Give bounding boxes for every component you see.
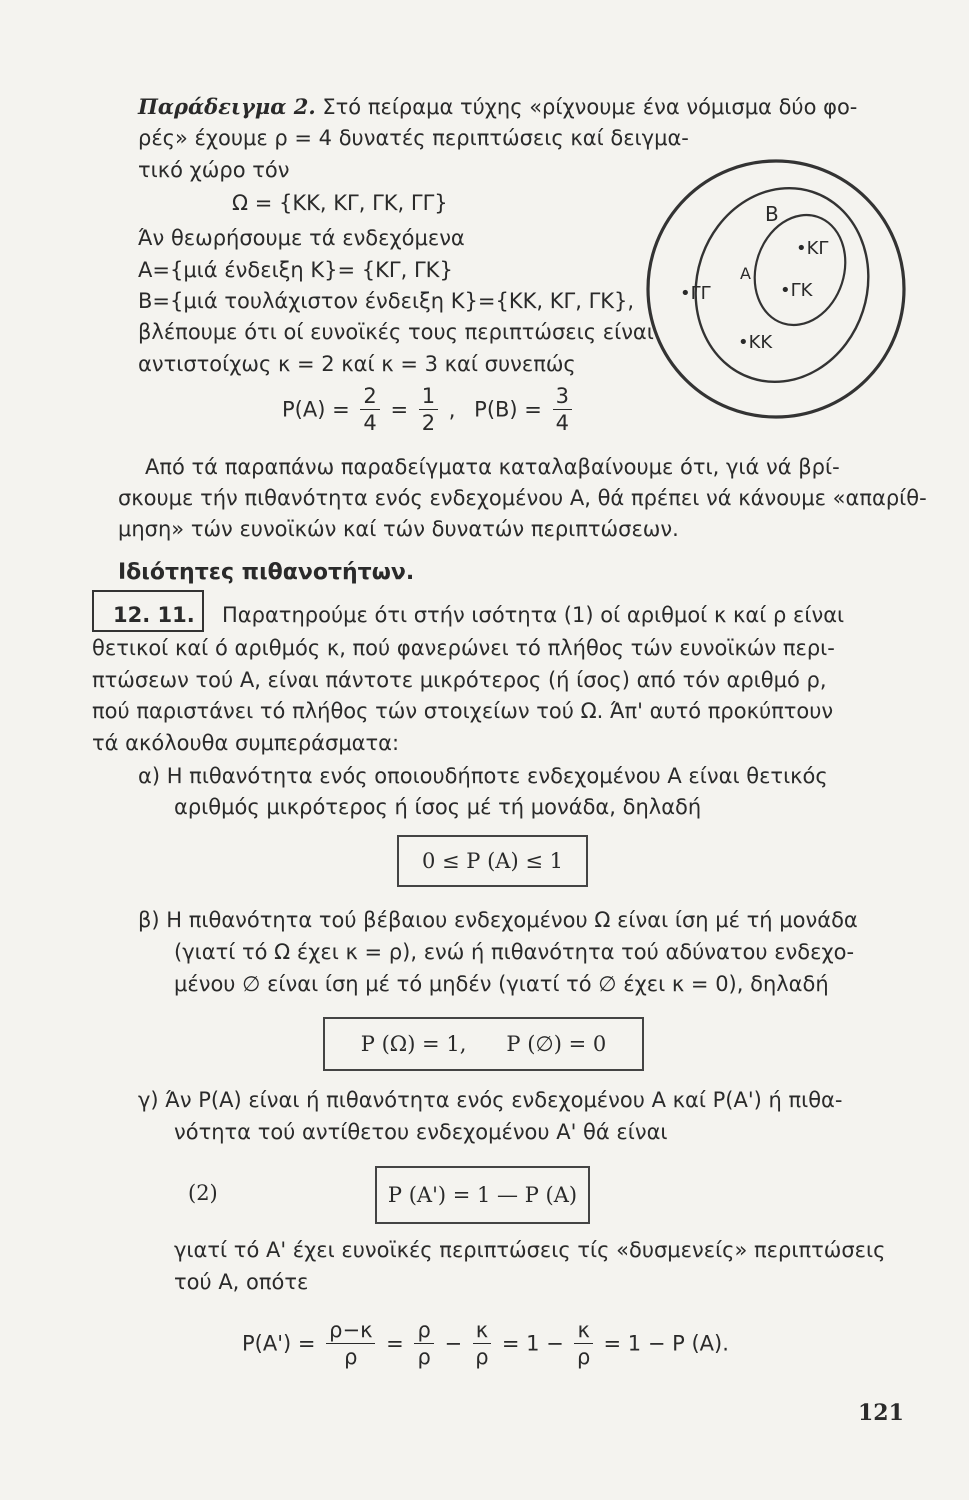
derivation-fraction-1-den: ρ [344,1345,358,1370]
venn-element-kk: •ΚΚ [738,332,773,353]
para-line-2: θετικοί καί ό αριθμός κ, πού φανερώνει τό πλήθος τών ευνοϊκών περι- [92,636,835,660]
derivation-fraction-3 [473,1318,491,1369]
set-a-definition: A={μιά ένδειξη Κ}= {ΚΓ, ΓΚ} [138,258,453,282]
complement-derivation [242,1318,729,1369]
derivation-fraction-4 [574,1318,592,1369]
pa-label: P(A) = [282,397,350,422]
item-b-line-1: β) Η πιθανότητα τού βέβαιου ενδεχομένου Ω είναι ίση μέ τή μονάδα [138,908,858,932]
pb-label: P(B) = [474,397,542,422]
item-b-line-3: μένου ∅ είναι ίση μέ τό μηδέν (γιατί τό ∅ έχει κ = 0), δηλαδή [174,972,829,996]
item-a-line-2: αριθμός μικρότερος ή ίσος μέ τή μονάδα, δηλαδή [174,795,702,819]
venn-ellipse-a [741,203,859,337]
derivation-fraction-3-den: ρ [475,1345,489,1370]
derivation-rhs: = 1 − P (A). [603,1331,729,1356]
example-line-6: αντιστοίχως κ = 2 καί κ = 3 καί συνεπώς [138,352,576,376]
item-c-line-3: γιατί τό Α' έχει ευνοϊκές περιπτώσεις τίς «δυσμενείς» περιπτώσεις [174,1238,886,1262]
paragraph-number: 12. 11. [113,603,195,627]
example-line-4: Άν θεωρήσουμε τά ενδεχόμενα [138,226,465,250]
example-line-3: τικό χώρο τόν [138,158,290,182]
example-line-5: βλέπουμε ότι οί ευνοϊκές τους περιπτώσεις είναι [138,320,654,344]
formula-comma: , [448,397,456,422]
pa-equals: = [390,397,409,422]
para-line-1: Παρατηρούμε ότι στήν ισότητα (1) οί αριθμοί κ καί ρ είναι [222,603,845,627]
venn-element-gg: •ΓΓ [680,283,711,304]
pa-fraction-2-num: 1 [419,384,438,410]
pa-fraction-1-num: 2 [360,384,379,410]
derivation-fraction-2 [414,1318,433,1369]
example-line-1-text: Στό πείραμα τύχης «ρίχνουμε ένα νόμισμα δύο φο- [322,95,858,119]
section-title: Ιδιότητες πιθανοτήτων. [118,560,415,585]
venn-element-kg: •ΚΓ [796,238,829,259]
complement-box [375,1166,590,1224]
item-c-line-1: γ) Άν P(A) είναι ή πιθανότητα ενός ενδεχομένου Α καί P(A') ή πιθα- [138,1088,843,1112]
page-number: 121 [858,1400,904,1426]
derivation-lhs: P(A') = [242,1331,316,1356]
conclusion-line-3: μηση» τών ευνοϊκών καί τών δυνατών περιπτώσεων. [118,517,679,541]
derivation-minus: − [444,1331,463,1356]
para-line-3: πτώσεων τού Α, είναι πάντοτε μικρότερος (ή ίσος) από τόν αριθμό ρ, [92,668,827,692]
derivation-fraction-2-num: ρ [414,1318,433,1344]
example-heading: Παράδειγμα 2. [138,94,316,119]
pa-fraction-2-den: 2 [421,411,436,436]
inequality-formula: 0 ≤ P (A) ≤ 1 [422,849,563,873]
derivation-equals-2: = 1 − [501,1331,564,1356]
inequality-box [397,835,588,887]
derivation-fraction-3-num: κ [473,1318,491,1344]
venn-label-a: A [740,264,751,283]
derivation-fraction-4-num: κ [574,1318,592,1344]
pa-fraction-1-den: 4 [363,411,377,436]
item-a-line-1: α) Η πιθανότητα ενός οποιουδήποτε ενδεχομένου Α είναι θετικός [138,764,828,788]
derivation-fraction-1 [326,1318,375,1369]
sample-space-omega: Ω = {ΚΚ, ΚΓ, ΓΚ, ΓΓ} [232,191,448,215]
derivation-equals-1: = [386,1331,404,1356]
venn-element-gk: •ΓΚ [780,280,813,301]
example-line-2: ρές» έχουμε ρ = 4 δυνατές περιπτώσεις καί δειγμα- [138,126,689,150]
complement-formula: P (A') = 1 — P (A) [387,1183,578,1207]
set-b-definition: B={μιά τουλάχιστον ένδειξη Κ}={ΚΚ, ΚΓ, ΓΚ}, [138,289,635,313]
pb-fraction-den: 4 [555,411,569,436]
para-line-5: τά ακόλουθα συμπεράσματα: [92,731,400,755]
para-line-4: πού παριστάνει τό πλήθος τών στοιχείων τού Ω. Άπ' αυτό προκύπτουν [92,699,834,723]
item-c-line-2: νότητα τού αντίθετου ενδεχομένου Α' θά είναι [174,1120,668,1144]
derivation-fraction-1-num: ρ−κ [326,1318,375,1344]
equation-number: (2) [188,1181,218,1205]
certain-impossible-formula: P (Ω) = 1, P (∅) = 0 [360,1032,607,1056]
pb-fraction-num: 3 [553,384,572,410]
item-b-line-2: (γιατί τό Ω έχει κ = ρ), ενώ ή πιθανότητα τού αδύνατου ενδεχο- [174,940,855,964]
venn-label-b: B [765,202,779,226]
item-c-line-4: τού Α, οπότε [174,1270,309,1294]
conclusion-line-1: Από τά παραπάνω παραδείγματα καταλαβαίνουμε ότι, γιά νά βρί- [145,455,840,479]
certain-impossible-box [323,1017,644,1071]
derivation-fraction-2-den: ρ [417,1345,431,1370]
derivation-fraction-4-den: ρ [576,1345,591,1370]
conclusion-line-2: σκουμε τήν πιθανότητα ενός ενδεχομένου Α, θά πρέπει νά κάνουμε «απαρίθ- [118,486,927,510]
